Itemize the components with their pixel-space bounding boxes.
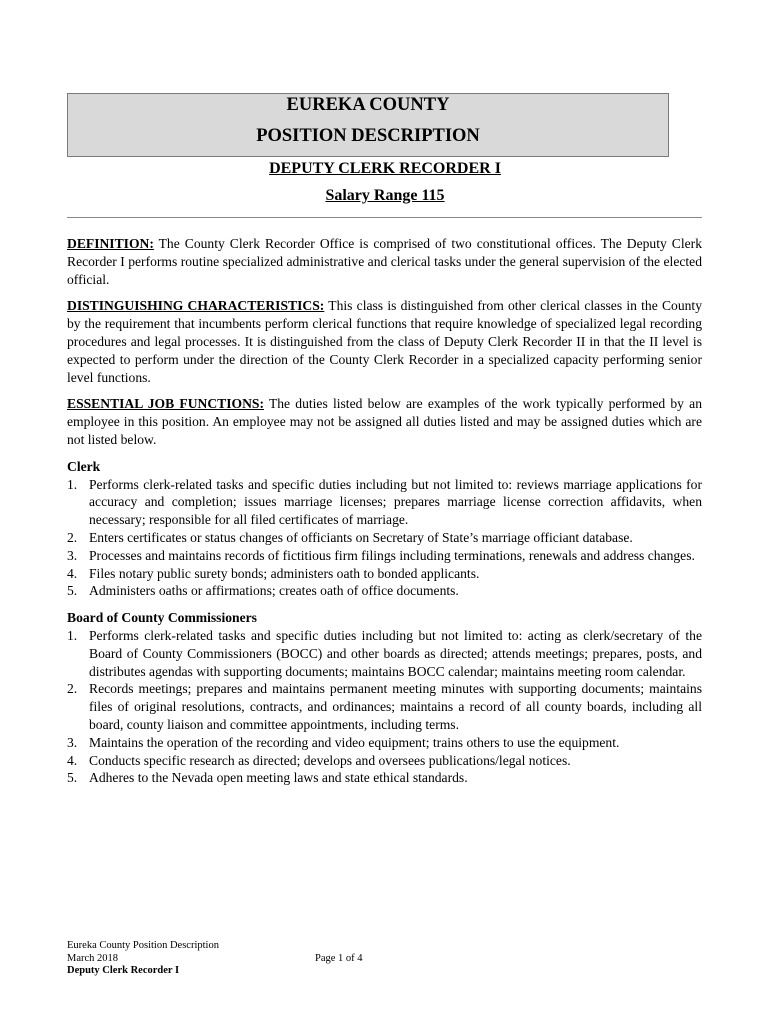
list-number: 1. xyxy=(67,627,78,643)
distinguishing-text: This class is distinguished from other clerical classes in the County by the requirement that incumbents perform clerical functions that require knowledge of specialized legal recording procedures and legal processes. It is distinguished from the class of Deputy Clerk Recorder II in that the II level is expected to perform under the direction of the County Clerk Recorder in a specialized capacity performing senior level functions. xyxy=(67,298,702,385)
list-item xyxy=(67,680,702,733)
list-number: 5. xyxy=(67,583,78,599)
list-text: Files notary public surety bonds; administers oath to bonded applicants. xyxy=(89,565,480,581)
position-title: DEPUTY CLERK RECORDER I xyxy=(269,160,501,177)
list-number: 3. xyxy=(67,734,78,750)
essential-paragraph xyxy=(67,395,702,448)
list-text: Conducts specific research as directed; develops and oversees publications/legal notices. xyxy=(89,752,571,768)
list-number: 5. xyxy=(67,770,78,786)
clerk-section-title: Clerk xyxy=(67,458,101,474)
list-number: 4. xyxy=(67,752,78,768)
list-item xyxy=(67,769,702,787)
definition-paragraph xyxy=(67,235,702,288)
county-name: EUREKA COUNTY xyxy=(286,95,450,115)
document-type: POSITION DESCRIPTION xyxy=(256,126,480,146)
essential-heading: ESSENTIAL JOB FUNCTIONS: xyxy=(67,396,264,412)
essential-text: The duties listed below are examples of the work typically performed by an employee in this position. An employee may not be assigned all duties listed and may be assigned duties which are not listed below. xyxy=(67,396,703,447)
list-item xyxy=(67,752,702,770)
clerk-duties-list xyxy=(67,476,702,601)
list-text: Records meetings; prepares and maintains permanent meeting minutes with supporting documents; maintains files of original resolutions, contracts, and ordinances; maintains a record of all county boards, including all board, county liaison and committee appointments, including terms. xyxy=(89,681,702,732)
divider xyxy=(67,217,702,218)
list-number: 3. xyxy=(67,547,78,563)
distinguishing-heading: DISTINGUISHING CHARACTERISTICS: xyxy=(67,298,325,314)
list-item xyxy=(67,565,702,583)
list-text: Maintains the operation of the recording and video equipment; trains others to use the equipment. xyxy=(89,734,620,750)
list-item xyxy=(67,547,702,565)
list-number: 2. xyxy=(67,681,78,697)
board-section-title: Board of County Commissioners xyxy=(67,610,257,626)
list-text: Processes and maintains records of fictitious firm filings including terminations, renewals and address changes. xyxy=(89,547,695,563)
list-item xyxy=(67,582,702,600)
list-item xyxy=(67,734,702,752)
board-duties-list xyxy=(67,627,702,787)
list-item xyxy=(67,627,702,680)
list-text: Enters certificates or status changes of officiants on Secretary of State’s marriage officiant database. xyxy=(89,529,633,545)
footer-position: Deputy Clerk Recorder I xyxy=(67,965,180,976)
page-number: Page 1 of 4 xyxy=(315,953,363,964)
list-item xyxy=(67,529,702,547)
footer-info xyxy=(67,940,219,978)
definition-text: The County Clerk Recorder Office is comprised of two constitutional offices. The Deputy Clerk Recorder I performs routine specialized administrative and clerical tasks under the general supervision of the elected official. xyxy=(67,236,702,287)
list-text: Performs clerk-related tasks and specific duties including but not limited to: reviews marriage applications for accuracy and completion; issues marriage licenses; prepares marriage license correction affidavits, when necessary; responsible for all filed certificates of marriage. xyxy=(89,476,702,528)
list-number: 2. xyxy=(67,529,78,545)
footer-date: March 2018 xyxy=(67,952,119,964)
header-box xyxy=(67,93,669,157)
list-number: 4. xyxy=(67,565,78,581)
list-text: Performs clerk-related tasks and specific duties including but not limited to: acting as clerk/secretary of the Board of County Commissioners (BOCC) and other boards as directed; attends meetings; prepares, posts, and distributes agendas with supporting documents; maintains BOCC calendar; maintains meeting room calendar. xyxy=(89,627,702,679)
footer-doc-name: Eureka County Position Description xyxy=(67,940,219,951)
body-content xyxy=(67,235,702,796)
definition-heading: DEFINITION: xyxy=(67,236,154,251)
list-item xyxy=(67,476,702,529)
list-text: Adheres to the Nevada open meeting laws and state ethical standards. xyxy=(89,770,468,786)
salary-range: Salary Range 115 xyxy=(325,187,445,204)
distinguishing-paragraph xyxy=(67,297,702,386)
list-number: 1. xyxy=(67,476,78,492)
list-text: Administers oaths or affirmations; creates oath of office documents. xyxy=(89,583,459,599)
